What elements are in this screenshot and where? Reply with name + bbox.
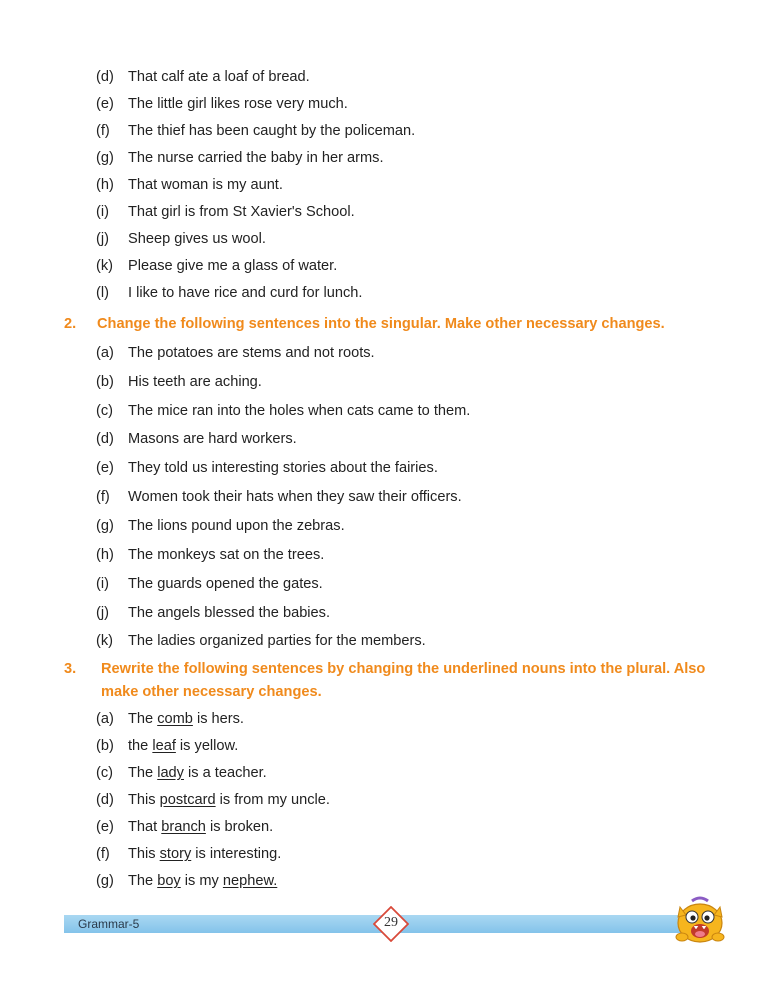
list-item: (j) Sheep gives us wool.: [96, 231, 266, 247]
list-item: (c) The lady is a teacher.: [96, 765, 267, 781]
list-item: (d) This postcard is from my uncle.: [96, 792, 330, 808]
list-item: (b) the leaf is yellow.: [96, 738, 239, 754]
page-number: 29: [384, 915, 398, 930]
mascot-icon: [672, 893, 728, 945]
list-item: (g) The nurse carried the baby in her arms.: [96, 150, 384, 166]
list-item: (f) This story is interesting.: [96, 846, 282, 862]
list-item: (a) The comb is hers.: [96, 711, 244, 727]
list-item: (h) That woman is my aunt.: [96, 177, 283, 193]
question-3-heading: 3. Rewrite the following sentences by changing the underlined nouns into the plural. Also make other necessary changes.: [64, 661, 706, 700]
list-item: (d) Masons are hard workers.: [96, 431, 297, 447]
list-item: (e) The little girl likes rose very much.: [96, 96, 348, 112]
list-item: (l) I like to have rice and curd for lunch.: [96, 285, 363, 301]
list-item: (k) The ladies organized parties for the members.: [96, 633, 426, 649]
list-item: (e) They told us interesting stories about the fairies.: [96, 460, 438, 476]
list-item: (d) That calf ate a loaf of bread.: [96, 69, 310, 85]
list-item: (e) That branch is broken.: [96, 819, 274, 835]
list-item: (i) That girl is from St Xavier's School.: [96, 204, 355, 220]
list-item: (c) The mice ran into the holes when cats came to them.: [96, 403, 471, 419]
book-title: Grammar-5: [78, 917, 140, 931]
question-2-heading: 2. Change the following sentences into the singular. Make other necessary changes.: [64, 316, 665, 332]
list-item: (j) The angels blessed the babies.: [96, 605, 331, 621]
list-item: (g) The boy is my nephew.: [96, 873, 278, 889]
list-item: (f) The thief has been caught by the policeman.: [96, 123, 416, 139]
list-item: (i) The guards opened the gates.: [96, 576, 323, 592]
list-item: (f) Women took their hats when they saw their officers.: [96, 489, 462, 505]
list-item: (a) The potatoes are stems and not roots.: [96, 345, 375, 361]
list-item: (k) Please give me a glass of water.: [96, 258, 338, 274]
list-item: (h) The monkeys sat on the trees.: [96, 547, 325, 563]
list-item: (g) The lions pound upon the zebras.: [96, 518, 345, 534]
list-item: (b) His teeth are aching.: [96, 374, 262, 390]
